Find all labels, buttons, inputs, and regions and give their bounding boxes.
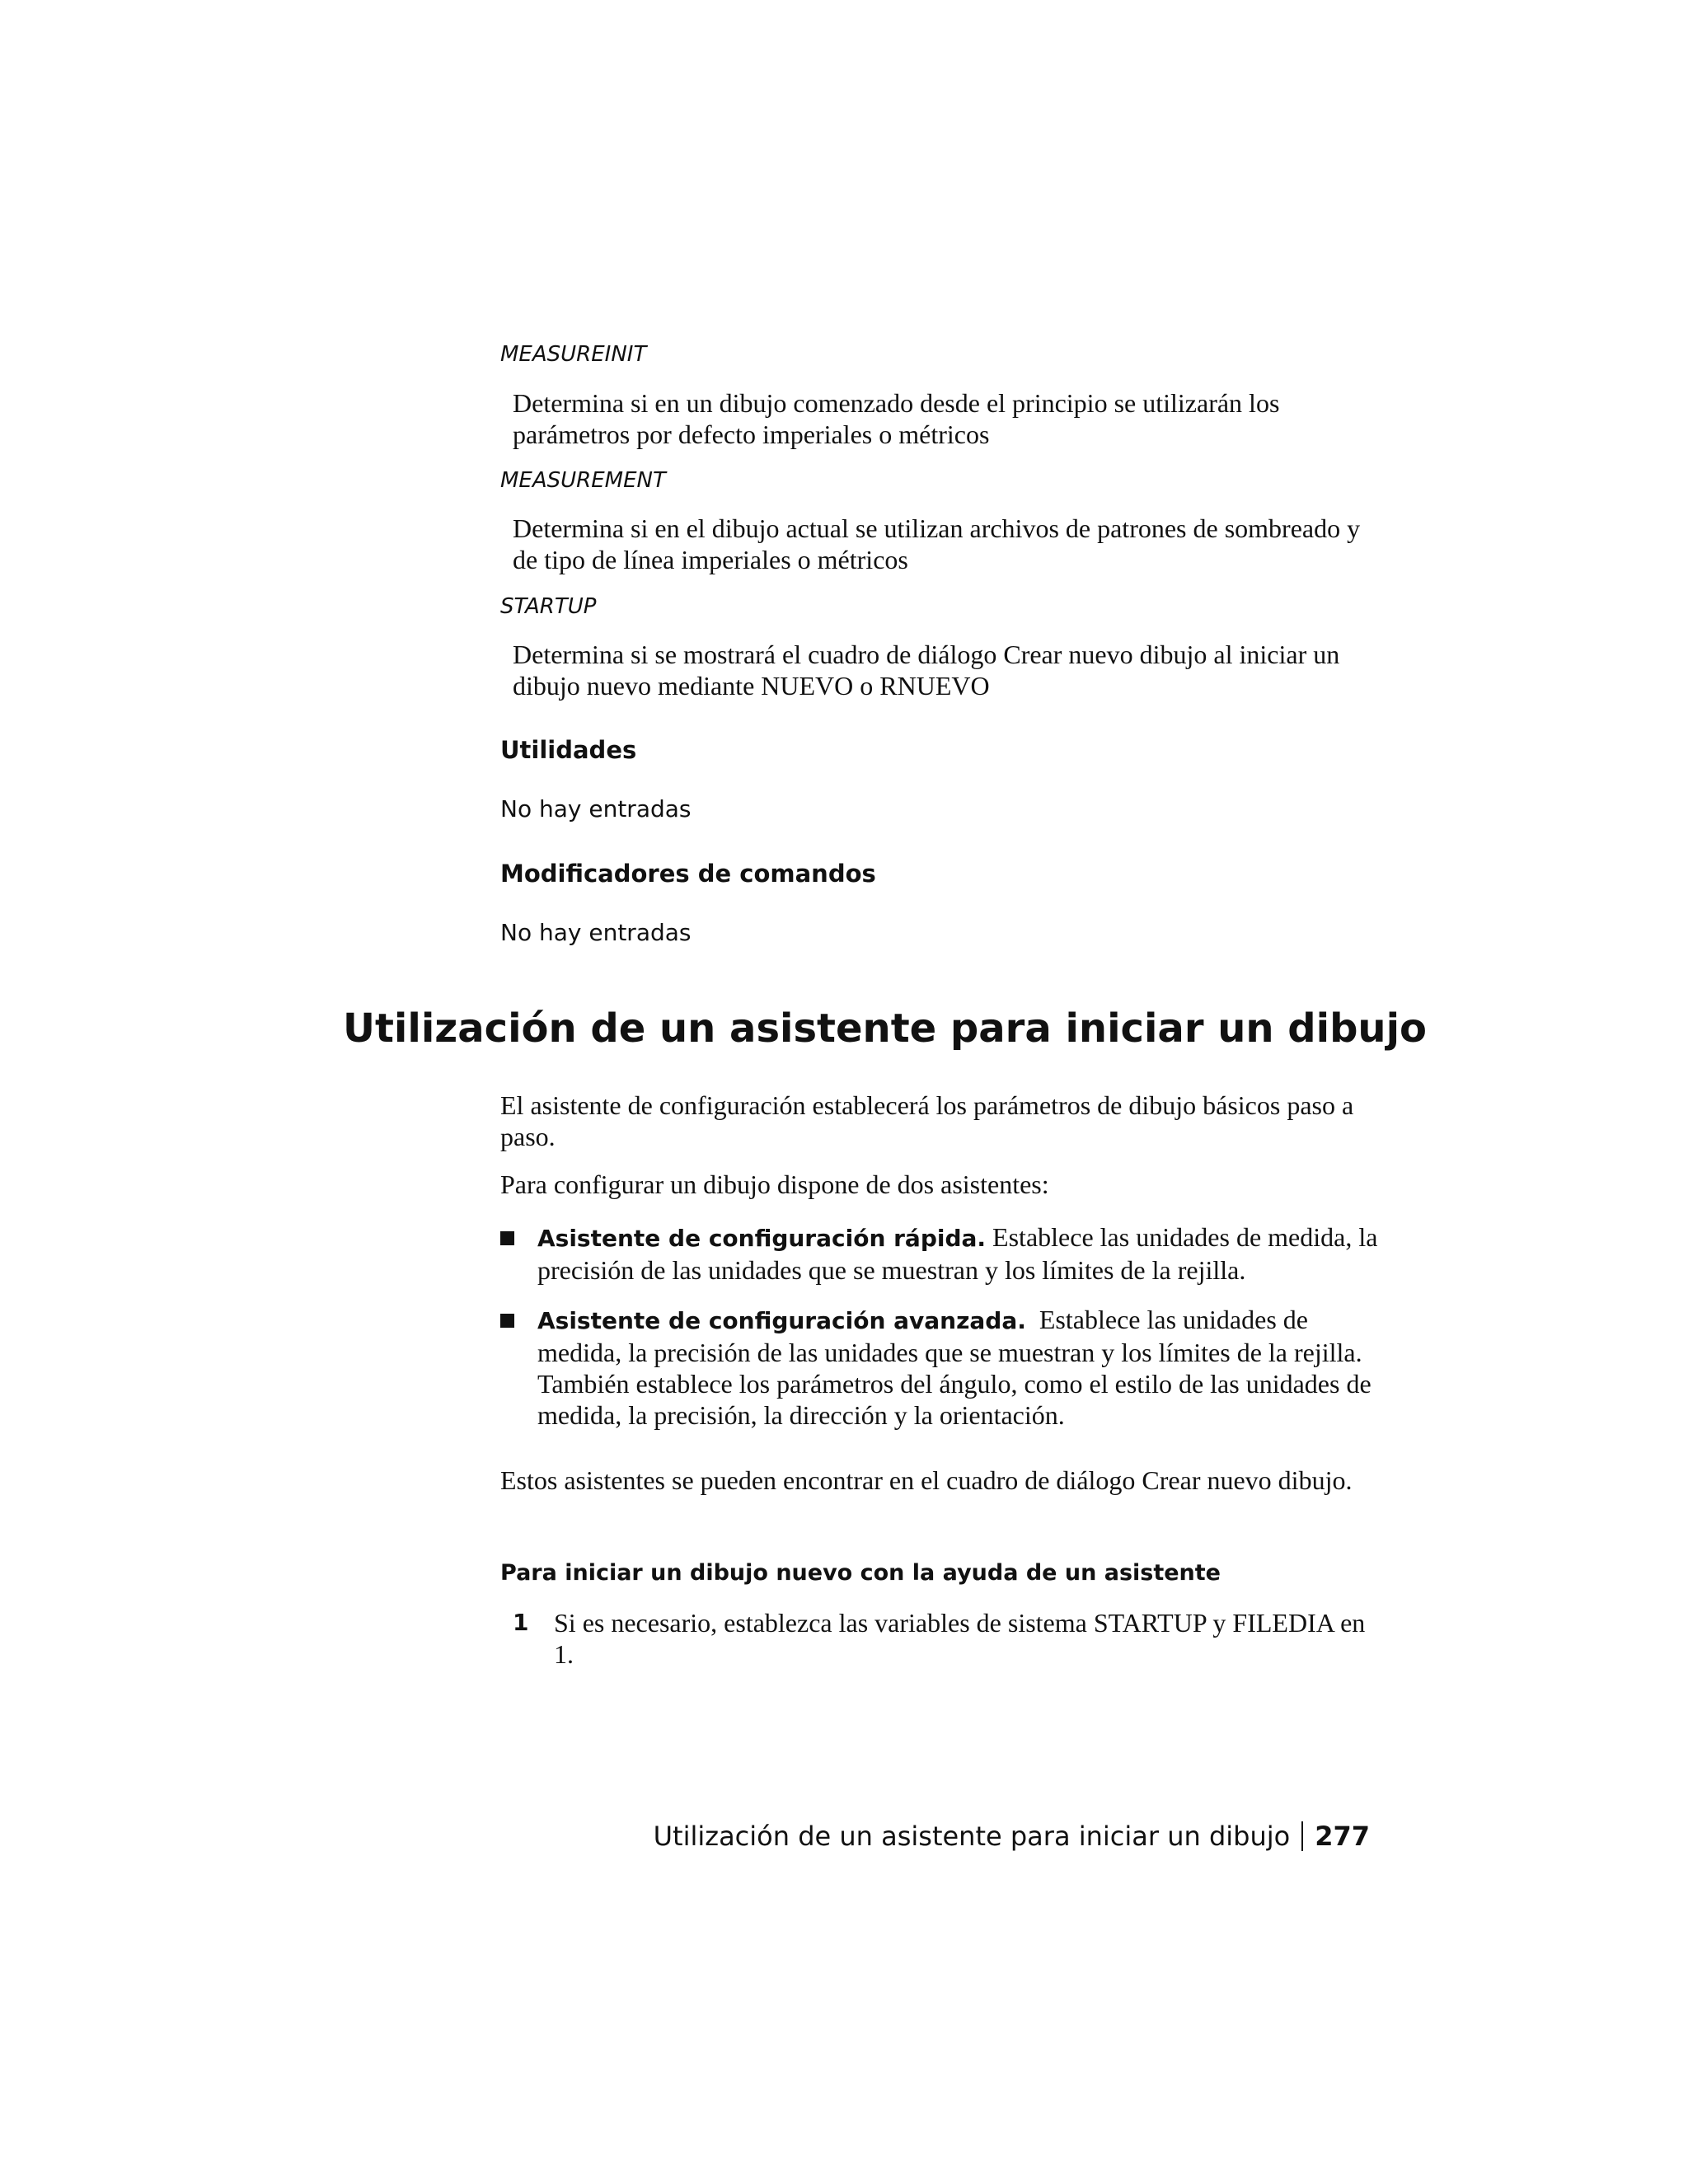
page-number: 277 [1315, 1821, 1370, 1852]
variable-term-measurement: MEASUREMENT [500, 468, 666, 493]
bullet-square-icon [500, 1231, 514, 1245]
variable-term-startup: STARTUP [500, 594, 597, 619]
modifiers-text: No hay entradas [500, 919, 692, 946]
variable-term-measureinit: MEASUREINIT [500, 342, 647, 367]
variable-description-measureinit: Determina si en un dibujo comenzado desde el principio se utilizarán los parámetros por defecto imperiales o métricos [513, 388, 1280, 449]
utilities-heading: Utilidades [500, 736, 637, 764]
footer-divider [1301, 1821, 1303, 1851]
bullet-lead: Asistente de configuración avanzada. [537, 1307, 1026, 1334]
page-footer [654, 1820, 1370, 1853]
bullet-square-icon [500, 1314, 514, 1328]
procedure-step [513, 1607, 1382, 1670]
utilities-text: No hay entradas [500, 795, 692, 823]
section-intro: El asistente de configuración establecerá los parámetros de dibujo básicos paso a paso. [500, 1090, 1354, 1151]
bullet-text: Establece las unidades de medida, la precisión de las unidades que se muestran y los límites de la rejilla. [537, 1222, 1378, 1285]
bullet-text: Establece las unidades de medida, la precisión de las unidades que se muestran y los límites de la rejilla. También establece los parámetros del ángulo, como el estilo de las unidades de medida, la precisión, la dirección y la orientación. [537, 1305, 1378, 1430]
step-number: 1 [513, 1609, 529, 1636]
bullet-item-quick-setup [500, 1221, 1382, 1286]
procedure-heading: Para iniciar un dibujo nuevo con la ayuda de un asistente [500, 1560, 1221, 1586]
modifiers-heading: Modificadores de comandos [500, 860, 876, 888]
footer-title: Utilización de un asistente para iniciar un dibujo [653, 1821, 1291, 1852]
section-title: Utilización de un asistente para iniciar un dibujo [343, 1005, 1428, 1052]
section-lead: Para configurar un dibujo dispone de dos asistentes: [500, 1169, 1049, 1199]
variable-description-measurement: Determina si en el dibujo actual se utilizan archivos de patrones de sombreado y de tipo de línea imperiales o métricos [513, 513, 1361, 574]
variable-description-startup: Determina si se mostrará el cuadro de diálogo Crear nuevo dibujo al iniciar un dibujo nuevo mediante NUEVO o RNUEVO [513, 640, 1340, 701]
bullet-lead: Asistente de configuración rápida. [537, 1225, 987, 1252]
section-closing: Estos asistentes se pueden encontrar en el cuadro de diálogo Crear nuevo dibujo. [500, 1465, 1353, 1495]
bullet-item-advanced-setup [500, 1304, 1382, 1431]
step-text: Si es necesario, establezca las variables de sistema STARTUP y FILEDIA en 1. [554, 1608, 1366, 1669]
